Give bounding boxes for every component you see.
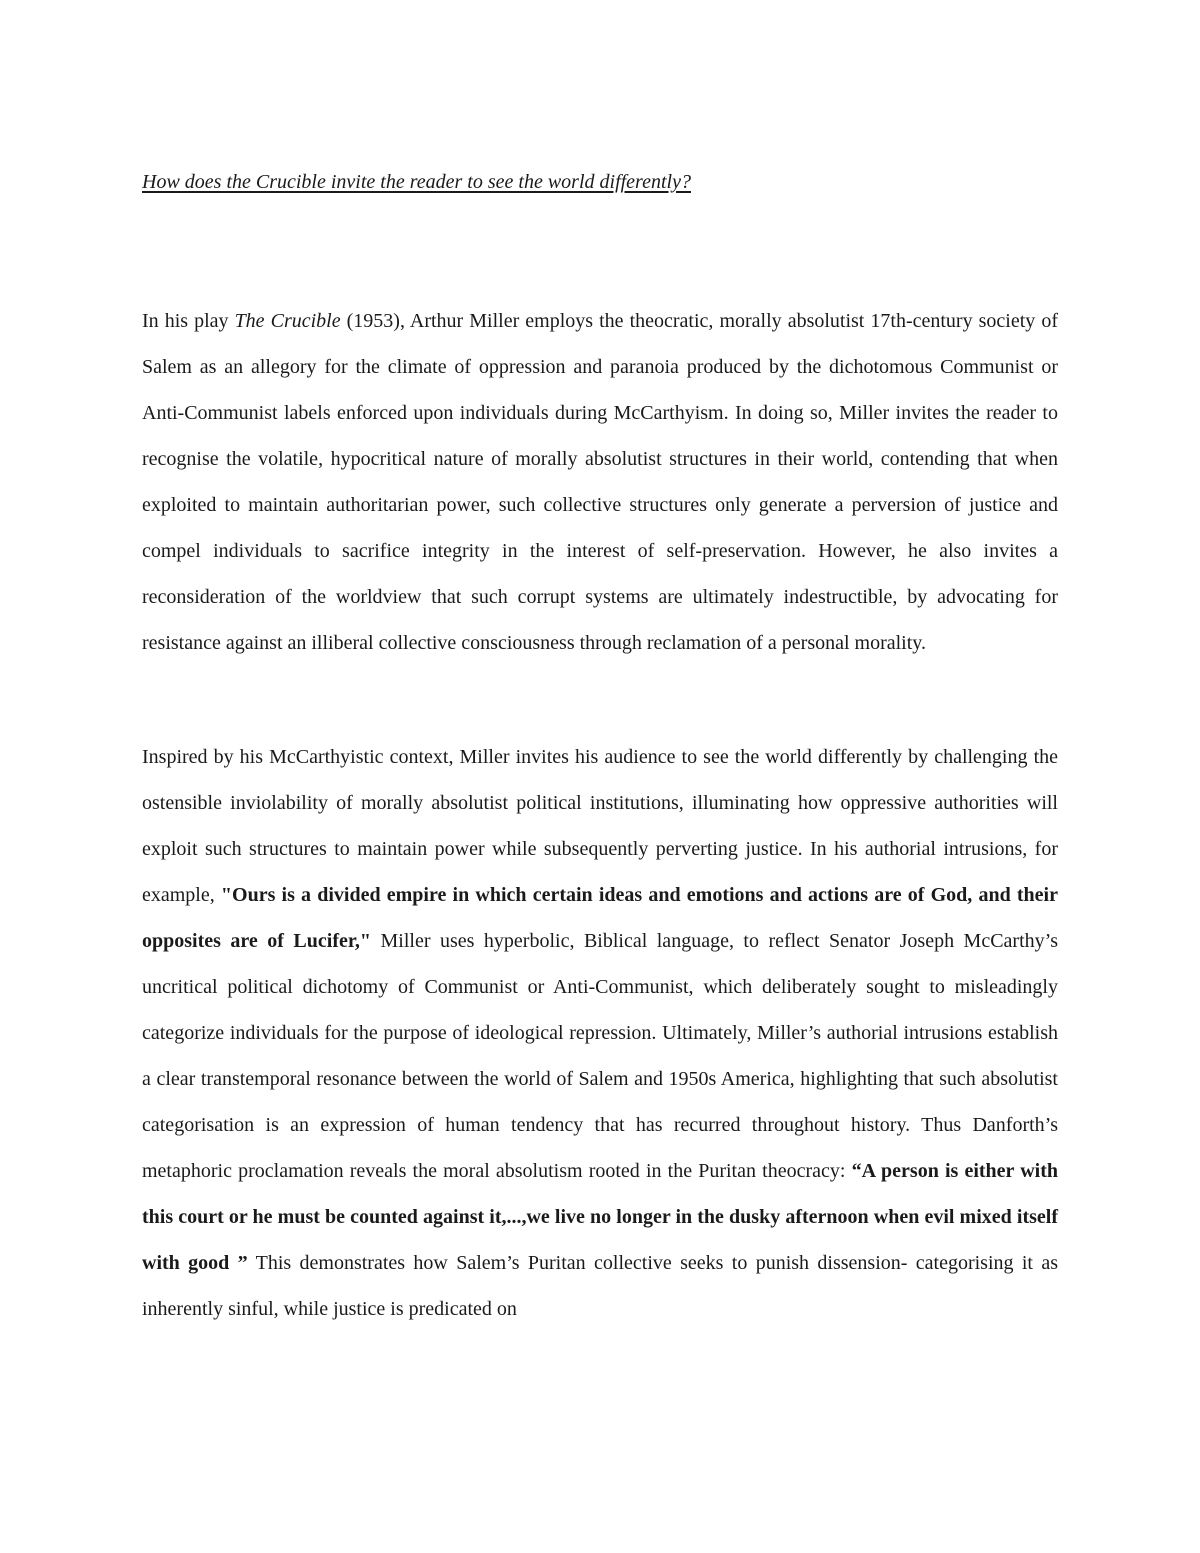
paragraph-2-part-2: Miller uses hyperbolic, Biblical language, to reflect Senator Joseph McCarthy’s uncritical political dichotomy of Communist or Anti-Communist, which deliberately sought to misleadingly categorize individuals for the purpose of ideological repression. Ultimately, Miller’s authorial intrusions establish a clear transtemporal resonance between the world of Salem and 1950s America, highlighting that such absolutist categorisation is an expression of human tendency that has recurred throughout history. Thus Danforth’s metaphoric proclamation reveals the moral absolutism rooted in the Puritan theocracy: (142, 930, 1058, 1182)
paragraph-1-body: (1953), Arthur Miller employs the theocratic, morally absolutist 17th-century society of Salem as an allegory for the climate of oppression and paranoia produced by the dichotomous Communist or Anti-Communist labels enforced upon individuals during McCarthyism. In doing so, Miller invites the reader to recognise the volatile, hypocritical nature of morally absolutist structures in their world, contending that when exploited to maintain authoritarian power, such collective structures only generate a perversion of justice and compel individuals to sacrifice integrity in the interest of self-preservation. However, he also invites a reconsideration of the worldview that such corrupt systems are ultimately indestructible, by advocating for resistance against an illiberal collective consciousness through reclamation of a personal morality. (142, 310, 1058, 654)
play-title: The Crucible (234, 310, 341, 332)
essay-title: How does the Crucible invite the reader to see the world differently? (142, 171, 691, 193)
paragraph-2-part-1: Inspired by his McCarthyistic context, Miller invites his audience to see the world differently by challenging the ostensible inviolability of morally absolutist political institutions, illuminating how oppressive authorities will exploit such structures to maintain power while subsequently perverting justice. In his authorial intrusions, for example, (142, 746, 1058, 906)
quote-danforth: “A person is either with this court or he must be counted against it,...,we live no longer in the dusky afternoon when evil mixed itself with good ” (142, 1160, 1058, 1274)
paragraph-1-intro: In his play (142, 310, 235, 332)
paragraph-body-1 (142, 734, 1058, 1332)
paragraph-2-part-3: This demonstrates how Salem’s Puritan collective seeks to punish dissension- categorising it as inherently sinful, while justice is predicated on (142, 1252, 1058, 1320)
quote-authorial-intrusion: "Ours is a divided empire in which certain ideas and emotions and actions are of God, and their opposites are of Lucifer," (142, 884, 1058, 952)
paragraph-introduction (142, 298, 1058, 666)
